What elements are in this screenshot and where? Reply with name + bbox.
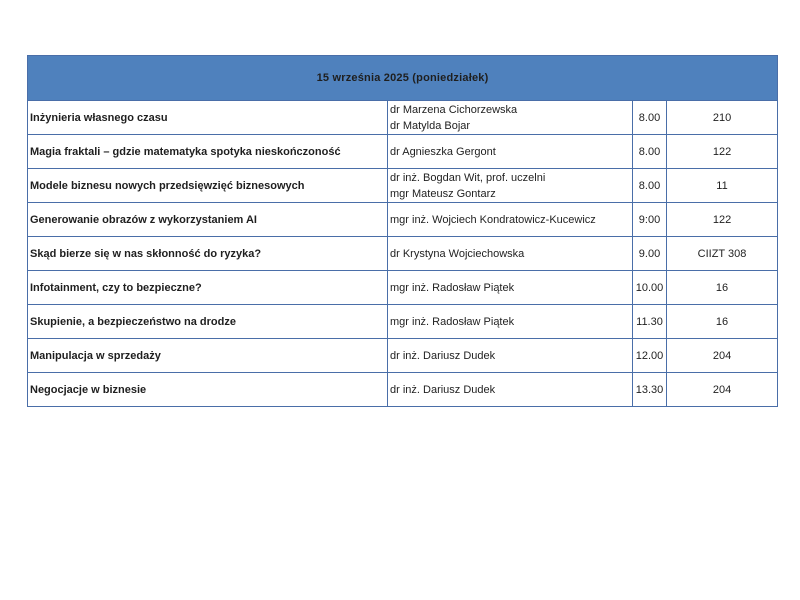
- lecture-room: 204: [667, 339, 778, 373]
- lecturer-cell: [388, 237, 633, 271]
- lecturer-name: dr inż. Dariusz Dudek: [390, 383, 496, 396]
- lecturer-name: dr Matylda Bojar: [390, 119, 471, 132]
- lecturer-name: dr Krystyna Wojciechowska: [390, 247, 525, 260]
- lecture-room: 210: [667, 101, 778, 135]
- table-row: [28, 339, 778, 373]
- lecture-time: 8.00: [633, 169, 667, 203]
- table-row: [28, 305, 778, 339]
- lecturer-name: mgr inż. Radosław Piątek: [390, 281, 515, 294]
- lecture-time: 9:00: [633, 203, 667, 237]
- lecture-room: 122: [667, 203, 778, 237]
- table-row: [28, 169, 778, 203]
- lecture-room: 122: [667, 135, 778, 169]
- lecture-room: CIIZT 308: [667, 237, 778, 271]
- lecturer-cell: [388, 271, 633, 305]
- lecture-time: 8.00: [633, 135, 667, 169]
- lecturer-name: dr Agnieszka Gergont: [390, 145, 496, 158]
- lecture-title: Manipulacja w sprzedaży: [28, 339, 388, 373]
- table-row: [28, 373, 778, 407]
- lecturer-name: mgr inż. Wojciech Kondratowicz-Kucewicz: [390, 213, 596, 226]
- lecture-title: Skąd bierze się w nas skłonność do ryzyka?: [28, 237, 388, 271]
- lecturer-cell: [388, 101, 633, 135]
- lecturer-cell: [388, 203, 633, 237]
- lecture-time: 10.00: [633, 271, 667, 305]
- schedule-table: [27, 55, 778, 407]
- lecture-room: 16: [667, 305, 778, 339]
- lecturer-name: mgr Mateusz Gontarz: [390, 187, 496, 200]
- lecture-title: Magia fraktali – gdzie matematyka spotyka nieskończoność: [28, 135, 388, 169]
- schedule-rows: [28, 101, 778, 407]
- lecture-title: Inżynieria własnego czasu: [28, 101, 388, 135]
- lecturer-cell: [388, 135, 633, 169]
- lecturer-name: dr inż. Dariusz Dudek: [390, 349, 496, 362]
- lecture-time: 13.30: [633, 373, 667, 407]
- date-header: 15 września 2025 (poniedziałek): [28, 56, 778, 101]
- lecturer-cell: [388, 339, 633, 373]
- lecture-time: 9.00: [633, 237, 667, 271]
- lecture-room: 16: [667, 271, 778, 305]
- lecturer-cell: [388, 373, 633, 407]
- table-row: [28, 101, 778, 135]
- lecture-title: Modele biznesu nowych przedsięwzięć biznesowych: [28, 169, 388, 203]
- lecturer-cell: [388, 169, 633, 203]
- lecture-title: Negocjacje w biznesie: [28, 373, 388, 407]
- lecture-room: 204: [667, 373, 778, 407]
- lecturer-name: dr Marzena Cichorzewska: [390, 103, 518, 116]
- lecturer-cell: [388, 305, 633, 339]
- table-row: [28, 203, 778, 237]
- lecture-title: Skupienie, a bezpieczeństwo na drodze: [28, 305, 388, 339]
- lecture-time: 8.00: [633, 101, 667, 135]
- table-row: [28, 135, 778, 169]
- lecturer-name: dr inż. Bogdan Wit, prof. uczelni: [390, 171, 546, 184]
- table-row: [28, 237, 778, 271]
- table-row: [28, 271, 778, 305]
- lecture-time: 11.30: [633, 305, 667, 339]
- lecture-title: Infotainment, czy to bezpieczne?: [28, 271, 388, 305]
- lecturer-name: mgr inż. Radosław Piątek: [390, 315, 515, 328]
- lecture-room: 11: [667, 169, 778, 203]
- lecture-title: Generowanie obrazów z wykorzystaniem AI: [28, 203, 388, 237]
- lecture-time: 12.00: [633, 339, 667, 373]
